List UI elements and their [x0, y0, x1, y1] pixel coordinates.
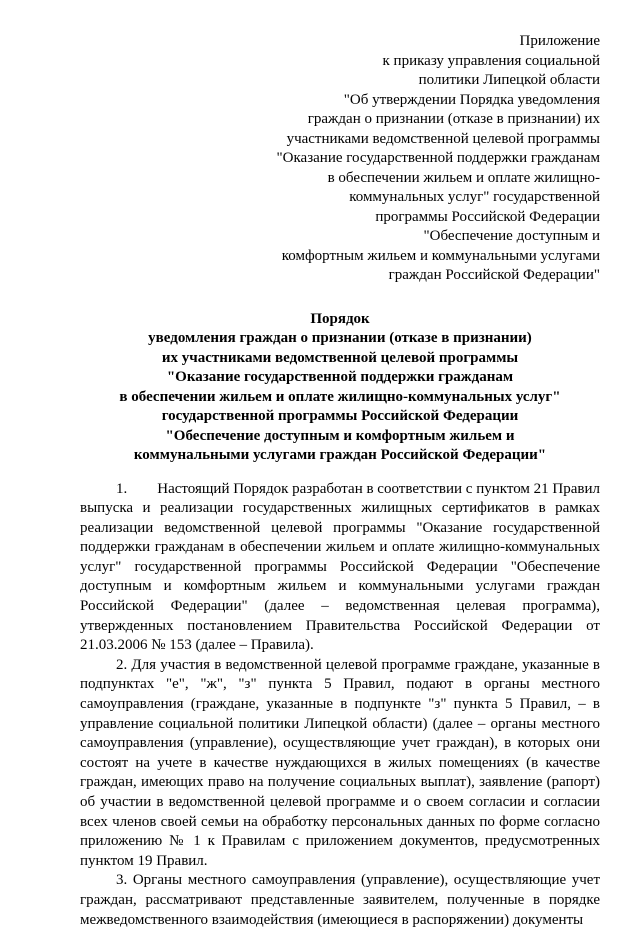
appendix-line: граждан о признании (отказе в признании) их — [80, 110, 600, 130]
appendix-line: политики Липецкой области — [80, 71, 600, 91]
document-title — [80, 310, 600, 466]
appendix-line: "Оказание государственной поддержки гражданам — [80, 149, 600, 169]
appendix-header — [80, 32, 600, 286]
paragraph-3: 3. Органы местного самоуправления (управление), осуществляющие учет граждан, рассматривают представленные заявителем, полученные в порядке межведомственного взаимодействия (имеющиеся в распоряжении) документы — [80, 871, 600, 930]
title-line: уведомления граждан о признании (отказе в признании) — [80, 329, 600, 349]
title-line: "Оказание государственной поддержки гражданам — [80, 368, 600, 388]
appendix-line: коммунальных услуг" государственной — [80, 188, 600, 208]
appendix-line: граждан Российской Федерации" — [80, 266, 600, 286]
paragraph-2: 2. Для участия в ведомственной целевой программе граждане, указанные в подпунктах "е", "ж", "з" пункта 5 Правил, подают в органы местного самоуправления (граждане, указанные в подпункте "з" пункта 5 Правил, – в управление социальной политики Липецкой области) (далее – органы местного самоуправления (управление), осуществляющие учет граждан), в которых они состоят на учете в качестве нуждающихся в жилых помещениях (в качестве граждан, имеющих право на получение социальных выплат), заявление (рапорт) об участии в ведомственной целевой программе и о своем согласии и согласии всех членов своей семьи на обработку персональных данных по форме согласно приложению № 1 к Правилам с приложением документов, предусмотренных пунктом 19 Правил. — [80, 656, 600, 872]
title-line: государственной программы Российской Федерации — [80, 407, 600, 427]
paragraph-1: 1. Настоящий Порядок разработан в соответствии с пунктом 21 Правил выпуска и реализации государственных жилищных сертификатов в рамках реализации ведомственной целевой программы "Оказание государственной поддержки гражданам в обеспечении жильем и оплате жилищно-коммунальных услуг" государственной программы Российской Федерации "Обеспечение доступным и комфортным жильем и коммунальными услугами граждан Российской Федерации" (далее – ведомственная целевая программа), утвержденных постановлением Правительства Российской Федерации от 21.03.2006 № 153 (далее – Правила). — [80, 480, 600, 656]
title-line: в обеспечении жильем и оплате жилищно-коммунальных услуг" — [80, 388, 600, 408]
appendix-line: "Об утверждении Порядка уведомления — [80, 91, 600, 111]
title-line: "Обеспечение доступным и комфортным жильем и — [80, 427, 600, 447]
title-line: коммунальными услугами граждан Российской Федерации" — [80, 446, 600, 466]
appendix-line: комфортным жильем и коммунальными услугами — [80, 247, 600, 267]
appendix-line: в обеспечении жильем и оплате жилищно- — [80, 169, 600, 189]
appendix-line: участниками ведомственной целевой программы — [80, 130, 600, 150]
document-body — [80, 480, 600, 930]
appendix-line: "Обеспечение доступным и — [80, 227, 600, 247]
title-line: Порядок — [80, 310, 600, 330]
appendix-line: программы Российской Федерации — [80, 208, 600, 228]
title-line: их участниками ведомственной целевой программы — [80, 349, 600, 369]
appendix-line: Приложение — [80, 32, 600, 52]
appendix-line: к приказу управления социальной — [80, 52, 600, 72]
